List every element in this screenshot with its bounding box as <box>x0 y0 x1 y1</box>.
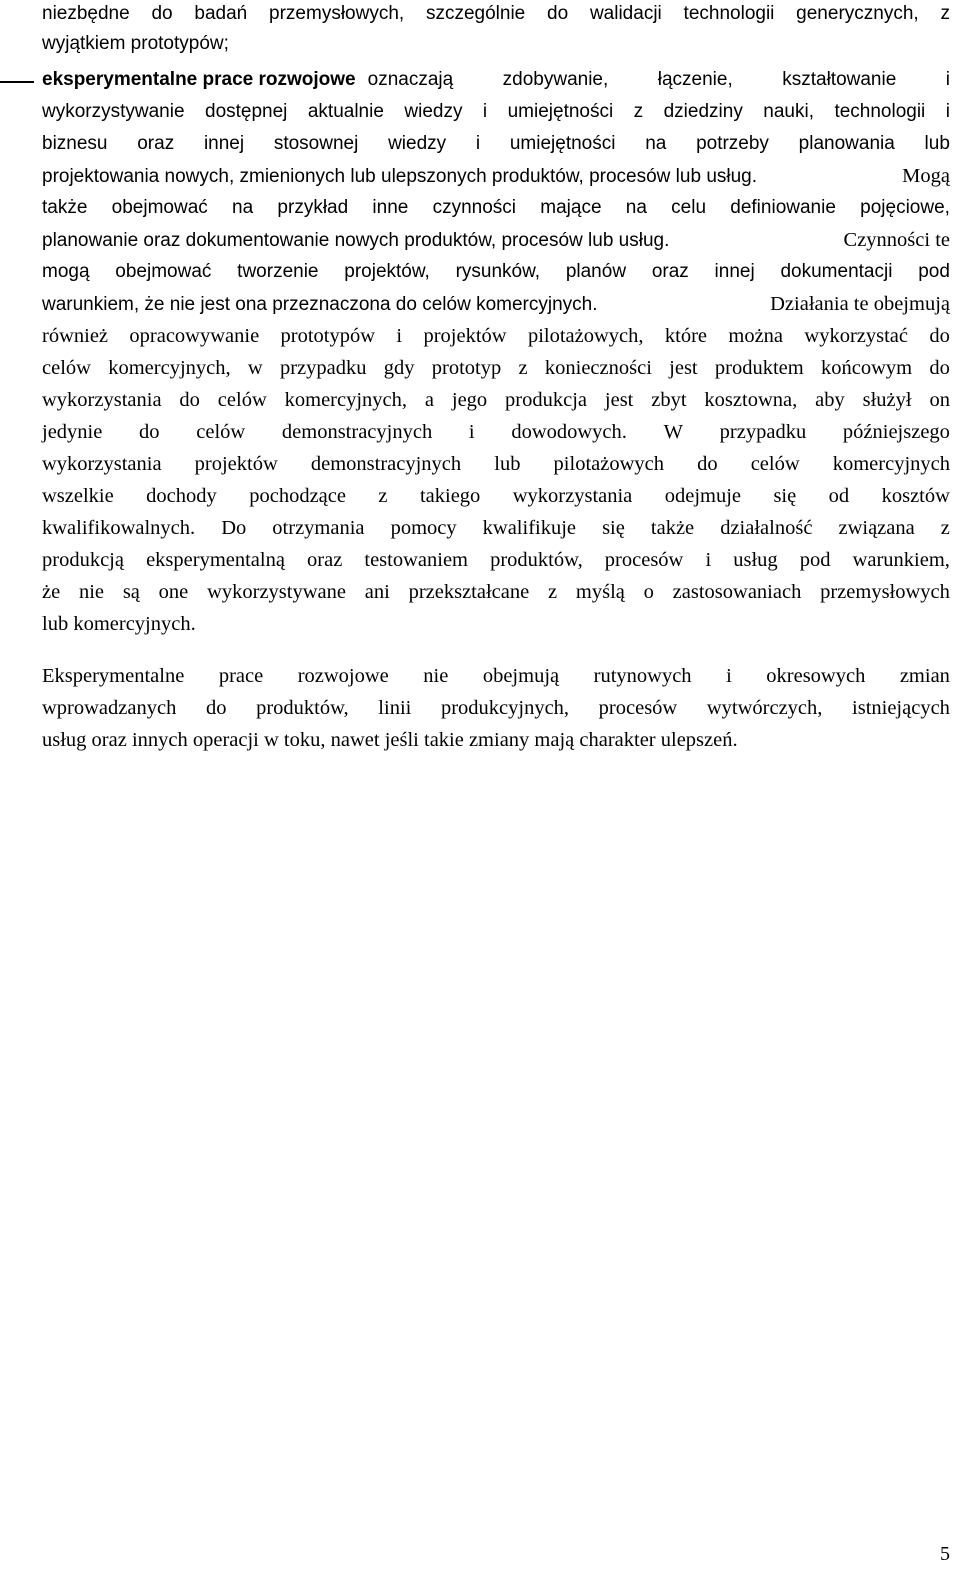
word: Do <box>221 517 247 539</box>
word: produktów, <box>256 697 349 719</box>
text-line <box>42 448 950 480</box>
word: łączenie, <box>657 69 733 90</box>
word: wykorzystywane <box>207 581 346 603</box>
word: a <box>424 389 434 411</box>
word: projektów <box>423 325 507 347</box>
word: zastosowaniach <box>672 581 802 603</box>
word: zdobywanie, <box>502 69 609 90</box>
word: generycznych, <box>796 3 919 24</box>
word: projektów, <box>344 261 430 282</box>
word: i <box>468 421 475 443</box>
word: technologii <box>683 3 775 24</box>
word: wytwórczych, <box>706 697 823 719</box>
word: niezbędne <box>42 3 130 24</box>
text-line <box>42 96 950 128</box>
word: nie <box>78 581 105 603</box>
word: z <box>940 3 950 24</box>
text-segment: projektowania nowych, zmienionych lub ulepszonych produktów, procesów lub usług. <box>42 166 758 187</box>
word: związana <box>838 517 915 539</box>
word: także <box>42 197 88 218</box>
word: zbyt <box>651 389 687 411</box>
word: produkcja <box>505 389 588 411</box>
text-line <box>42 256 950 288</box>
word: warunkiem, <box>852 549 950 571</box>
word: produktem <box>714 357 804 379</box>
word: innej <box>203 133 245 154</box>
word: mające <box>540 197 602 218</box>
text-line <box>42 288 950 320</box>
word: dziedziny <box>663 101 743 122</box>
word: do <box>139 421 160 443</box>
word: do <box>205 697 227 719</box>
word: kwalifikuje <box>482 517 577 539</box>
word: w <box>247 357 263 379</box>
word: demonstracyjnych <box>310 453 462 475</box>
word: planowania <box>798 133 895 154</box>
word: i <box>945 69 950 90</box>
word: służył <box>862 389 912 411</box>
word: komercyjnych, <box>108 357 231 379</box>
word: gdy <box>383 357 415 379</box>
word: W <box>663 421 683 443</box>
word: procesów <box>604 549 684 571</box>
word: i <box>705 549 712 571</box>
word: rysunków, <box>455 261 541 282</box>
word: z <box>518 357 528 379</box>
text-segment: Działania te obejmują <box>770 293 950 315</box>
word: rutynowych <box>593 665 692 687</box>
word: są <box>122 581 140 603</box>
word: lub <box>924 133 950 154</box>
word: końcowym <box>820 357 913 379</box>
word: prototyp <box>431 357 502 379</box>
word: od <box>828 485 850 507</box>
word: wszelkie <box>42 485 114 507</box>
word: aktualnie <box>307 101 384 122</box>
word: przypadku <box>719 421 807 443</box>
word: o <box>643 581 654 603</box>
word: inne <box>372 197 409 218</box>
word: otrzymania <box>272 517 365 539</box>
word: komercyjnych, <box>284 389 408 411</box>
word: Eksperymentalne <box>42 665 185 687</box>
word: projektów <box>194 453 278 475</box>
text-line <box>42 128 950 160</box>
word: aby <box>815 389 845 411</box>
paragraph-line: usług oraz innych operacji w toku, nawet jeśli takie zmiany mają charakter ulepszeń. <box>42 729 738 751</box>
word: okresowych <box>766 665 866 687</box>
word: prototypów <box>280 325 376 347</box>
text-line <box>42 416 950 448</box>
word: myślą <box>575 581 625 603</box>
page-number: 5 <box>940 1543 950 1565</box>
word: z <box>548 581 558 603</box>
text-segment: Mogą <box>902 165 950 187</box>
word: na <box>645 133 667 154</box>
word: usług <box>733 549 778 571</box>
word: kosztowna, <box>704 389 798 411</box>
word: i <box>945 101 950 122</box>
word: potrzeby <box>696 133 769 154</box>
word: wykorzystania <box>42 453 162 475</box>
word: dochody <box>146 485 217 507</box>
word: umiejętności <box>509 133 616 154</box>
word: celów <box>42 357 91 379</box>
defined-term: eksperymentalne prace rozwojowe <box>42 69 356 90</box>
word: przemysłowych <box>820 581 950 603</box>
word: one <box>158 581 189 603</box>
word: pomocy <box>390 517 457 539</box>
word: przypadku <box>279 357 367 379</box>
word: celów <box>196 421 246 443</box>
text-segment: Czynności te <box>843 229 950 251</box>
word: jego <box>451 389 488 411</box>
word: i <box>482 101 488 122</box>
text-line: lub komercyjnych. <box>42 613 196 635</box>
word: kwalifikowalnych. <box>42 517 196 539</box>
word: demonstracyjnych <box>281 421 433 443</box>
word: obejmować <box>115 261 212 282</box>
word: dokumentacji <box>780 261 893 282</box>
word: kształtowanie <box>782 69 897 90</box>
text-line <box>42 576 950 608</box>
word: umiejętności <box>507 101 614 122</box>
word: konieczności <box>544 357 652 379</box>
word: oznaczają <box>367 69 454 90</box>
text-line <box>42 160 950 192</box>
word: eksperymentalną <box>146 549 285 571</box>
word: technologii <box>834 101 926 122</box>
text-segment: warunkiem, że nie jest ona przeznaczona do celów komercyjnych. <box>42 294 598 315</box>
text-line <box>42 0 950 30</box>
word: produktów, <box>490 549 583 571</box>
word: do <box>929 357 950 379</box>
word: wiedzy <box>404 101 463 122</box>
text-segment: planowanie oraz dokumentowanie nowych produktów, procesów lub usług. <box>42 230 670 251</box>
word: linii <box>378 697 412 719</box>
text-line <box>42 544 950 576</box>
word: można <box>728 325 784 347</box>
word: celów <box>750 453 800 475</box>
word: przekształcane <box>408 581 530 603</box>
word: działalność <box>720 517 813 539</box>
word: stosownej <box>273 133 359 154</box>
word: i <box>475 133 481 154</box>
word: wiedzy <box>388 133 447 154</box>
word: celów <box>217 389 267 411</box>
word: przemysłowych, <box>269 3 405 24</box>
word: badań <box>194 3 248 24</box>
word: procesów <box>598 697 678 719</box>
word: odejmuje <box>664 485 742 507</box>
word: mogą <box>42 261 90 282</box>
word: pod <box>918 261 950 282</box>
word: dostępnej <box>205 101 288 122</box>
word: także <box>650 517 695 539</box>
word: prace <box>218 665 264 687</box>
word: wykorzystać <box>804 325 909 347</box>
text-line <box>42 352 950 384</box>
word: pochodzące <box>249 485 346 507</box>
word: pod <box>799 549 831 571</box>
word: ani <box>364 581 390 603</box>
word: do <box>547 3 569 24</box>
word: biznesu <box>42 133 108 154</box>
word: szczególnie <box>425 3 526 24</box>
text-line <box>42 512 950 544</box>
text-segment <box>368 64 950 96</box>
text-line <box>42 224 950 256</box>
word: wykorzystania <box>42 389 162 411</box>
word: również <box>42 325 109 347</box>
word: do <box>179 389 200 411</box>
word: kosztów <box>881 485 950 507</box>
word: się <box>773 485 797 507</box>
word: jest <box>604 389 634 411</box>
word: na <box>232 197 254 218</box>
word: do <box>697 453 718 475</box>
word: komercyjnych <box>832 453 950 475</box>
word: że <box>42 581 61 603</box>
word: obejmują <box>482 665 560 687</box>
word: obejmować <box>111 197 208 218</box>
word: i <box>396 325 403 347</box>
word: celu <box>671 197 707 218</box>
word: planów <box>565 261 627 282</box>
text-line: wyjątkiem prototypów; <box>42 33 229 54</box>
word: późniejszego <box>842 421 950 443</box>
word: i <box>726 665 732 687</box>
word: na <box>625 197 647 218</box>
word: przykład <box>277 197 349 218</box>
word: z <box>378 485 388 507</box>
paragraph-line <box>42 692 950 724</box>
word: pilotażowych <box>553 453 664 475</box>
word: innej <box>714 261 755 282</box>
word: tworzenie <box>237 261 319 282</box>
word: oraz <box>137 133 175 154</box>
word: do <box>151 3 173 24</box>
word: z <box>940 517 950 539</box>
word: pilotażowych, <box>527 325 644 347</box>
word: do <box>929 325 950 347</box>
word: jedynie <box>42 421 103 443</box>
text-line <box>42 384 950 416</box>
word: dowodowych. <box>511 421 627 443</box>
word: oraz <box>651 261 689 282</box>
word: testowaniem <box>364 549 469 571</box>
word: wykorzystywanie <box>42 101 185 122</box>
word: z <box>633 101 644 122</box>
word: opracowywanie <box>129 325 260 347</box>
word: pojęciowe, <box>860 197 950 218</box>
text-line <box>42 480 950 512</box>
word: takiego <box>419 485 481 507</box>
word: walidacji <box>589 3 662 24</box>
word: czynności <box>432 197 517 218</box>
word: wprowadzanych <box>42 697 177 719</box>
paragraph-line <box>42 660 950 692</box>
word: rozwojowe <box>297 665 389 687</box>
word: definiowanie <box>730 197 836 218</box>
word: on <box>929 389 950 411</box>
word: istniejących <box>852 697 950 719</box>
text-line <box>42 192 950 224</box>
word: wykorzystania <box>512 485 633 507</box>
word: lub <box>494 453 521 475</box>
word: które <box>664 325 708 347</box>
word: zmian <box>899 665 950 687</box>
definition-first-line <box>42 64 950 96</box>
word: oraz <box>307 549 343 571</box>
word: produkcyjnych, <box>440 697 570 719</box>
word: nauki, <box>763 101 814 122</box>
list-dash <box>0 81 34 83</box>
word: nie <box>423 665 449 687</box>
word: się <box>602 517 625 539</box>
text-line <box>42 320 950 352</box>
word: jest <box>669 357 698 379</box>
word: produkcją <box>42 549 124 571</box>
